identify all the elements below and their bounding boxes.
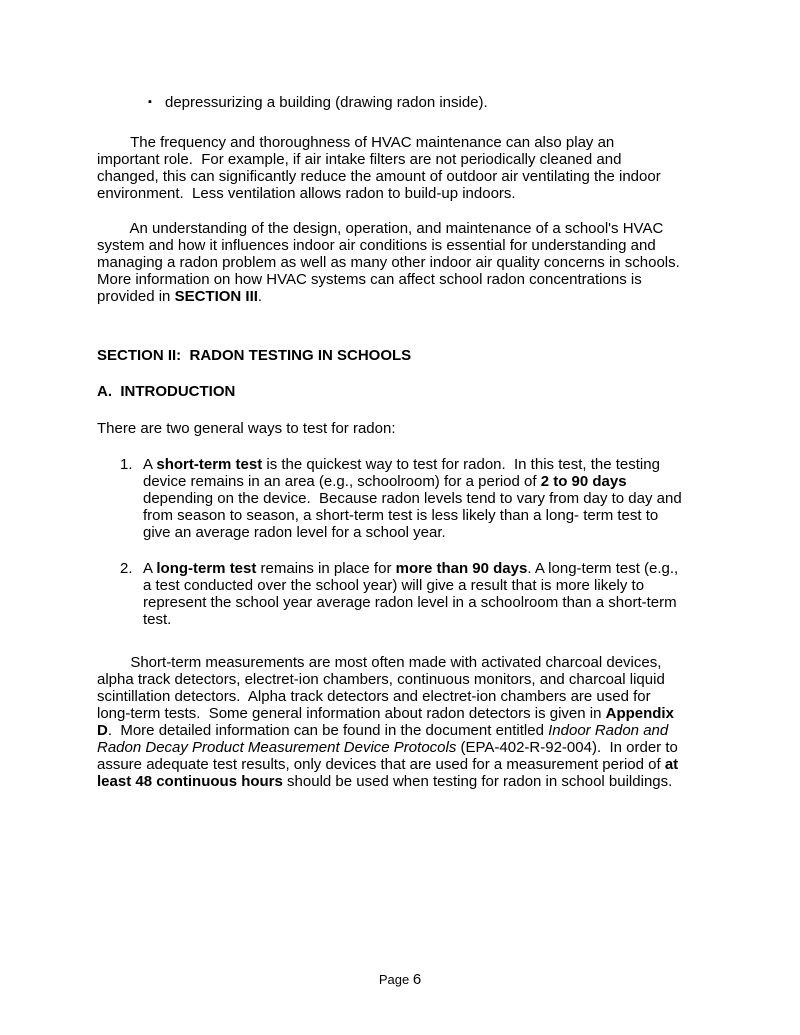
text-line (97, 168, 717, 185)
text-segment: provided in (97, 288, 175, 305)
text-segment: More information on how HVAC systems can affect school radon concentrations is (97, 271, 642, 288)
text-line (143, 507, 717, 524)
text-segment: alpha track detectors, electret-ion chambers, continuous monitors, and charcoal liquid (97, 671, 665, 688)
text-line (97, 688, 717, 705)
text-segment: scintillation detectors. Alpha track detectors and electret-ion chambers are used for (97, 688, 651, 705)
text-line (97, 220, 717, 237)
text-segment: A (143, 456, 157, 473)
bold-text: SECTION II: RADON TESTING IN SCHOOLS (97, 347, 412, 364)
text-line (97, 151, 717, 168)
text-line (97, 722, 717, 739)
text-line (97, 739, 717, 756)
bullet-item (148, 94, 717, 111)
hvac-understanding-paragraph (97, 220, 717, 305)
list-item-2 (120, 560, 717, 628)
text-segment: important role. For example, if air intake filters are not periodically cleaned and (97, 151, 622, 168)
text-segment: test. (143, 611, 172, 628)
bullet-icon: ▪ (148, 96, 152, 108)
bold-text: SECTION III (174, 288, 258, 305)
bold-text: 2 to 90 days (540, 473, 627, 490)
bold-text: A. INTRODUCTION (97, 383, 236, 400)
text-segment: . More detailed information can be found in the document entitled (107, 722, 549, 739)
text-segment: a test conducted over the school year) will give a result that is more likely to (143, 577, 645, 594)
subsection-heading (97, 383, 717, 400)
text-segment: device remains in an area (e.g., schoolroom) for a period of (143, 473, 541, 490)
text-line (97, 773, 717, 790)
text-segment: is the quickest way to test for radon. In this test, the testing (262, 456, 660, 473)
list-number: 2. (120, 560, 133, 577)
text-line (97, 237, 717, 254)
text-line (97, 185, 717, 202)
bold-text: Appendix (605, 705, 674, 722)
text-line (97, 254, 717, 271)
text-segment: . A long-term test (e.g., (527, 560, 679, 577)
text-line (97, 134, 717, 151)
section-heading (97, 347, 717, 364)
text-segment: depressurizing a building (drawing radon inside). (165, 94, 488, 111)
text-segment: give an average radon level for a school year. (143, 524, 446, 541)
text-segment: changed, this can significantly reduce the amount of outdoor air ventilating the indoor (97, 168, 661, 185)
text-line (97, 420, 717, 437)
hvac-maintenance-paragraph (97, 134, 717, 202)
text-line (143, 524, 717, 541)
text-segment: assure adequate test results, only devices that are used for a measurement period of (97, 756, 665, 773)
text-segment: depending on the device. Because radon levels tend to vary from day to day and (143, 490, 682, 507)
bold-text: long-term test (156, 560, 257, 577)
bold-text: least 48 continuous hours (97, 773, 283, 790)
text-segment: environment. Less ventilation allows radon to build-up indoors. (97, 185, 516, 202)
italic-text: Radon Decay Product Measurement Device Protocols (97, 739, 457, 756)
page-footer (0, 971, 800, 988)
list-number: 1. (120, 456, 133, 473)
measurements-paragraph (97, 654, 717, 790)
text-segment: An understanding of the design, operation, and maintenance of a school's HVAC (97, 220, 664, 237)
bold-text: D (97, 722, 108, 739)
text-line (97, 756, 717, 773)
bold-text: more than 90 days (395, 560, 528, 577)
text-line (143, 473, 717, 490)
text-line (143, 611, 717, 628)
list-item-1 (120, 456, 717, 541)
text-segment: long-term tests. Some general information about radon detectors is given in (97, 705, 606, 722)
page-label: Page (378, 972, 413, 987)
text-segment: . (257, 288, 263, 305)
text-line (97, 654, 717, 671)
text-line (143, 577, 717, 594)
italic-text: Indoor Radon and (548, 722, 669, 739)
text-segment: should be used when testing for radon in school buildings. (282, 773, 673, 790)
text-segment: Short-term measurements are most often made with activated charcoal devices, (97, 654, 662, 671)
text-line (97, 383, 717, 400)
text-line (97, 271, 717, 288)
text-segment: managing a radon problem as well as many other indoor air quality concerns in schools. (97, 254, 680, 271)
text-segment: The frequency and thoroughness of HVAC maintenance can also play an (97, 134, 615, 151)
text-segment: from season to season, a short-term test is less likely than a long- term test to (143, 507, 659, 524)
text-segment: There are two general ways to test for radon: (97, 420, 396, 437)
intro-sentence (97, 420, 717, 437)
text-segment: (EPA-402-R-92-004). In order to (456, 739, 678, 756)
text-segment: remains in place for (256, 560, 396, 577)
text-line (97, 288, 717, 305)
text-segment: A (143, 560, 157, 577)
bold-text: at (664, 756, 679, 773)
page-number: 6 (412, 971, 422, 988)
text-segment: represent the school year average radon level in a schoolroom than a short-term (143, 594, 677, 611)
bold-text: short-term test (156, 456, 263, 473)
text-line (143, 560, 717, 577)
text-segment: system and how it influences indoor air conditions is essential for understanding and (97, 237, 656, 254)
text-line (165, 94, 717, 111)
text-line (97, 705, 717, 722)
text-line (143, 490, 717, 507)
text-line (143, 594, 717, 611)
text-line (97, 347, 717, 364)
text-line (143, 456, 717, 473)
text-line (97, 671, 717, 688)
